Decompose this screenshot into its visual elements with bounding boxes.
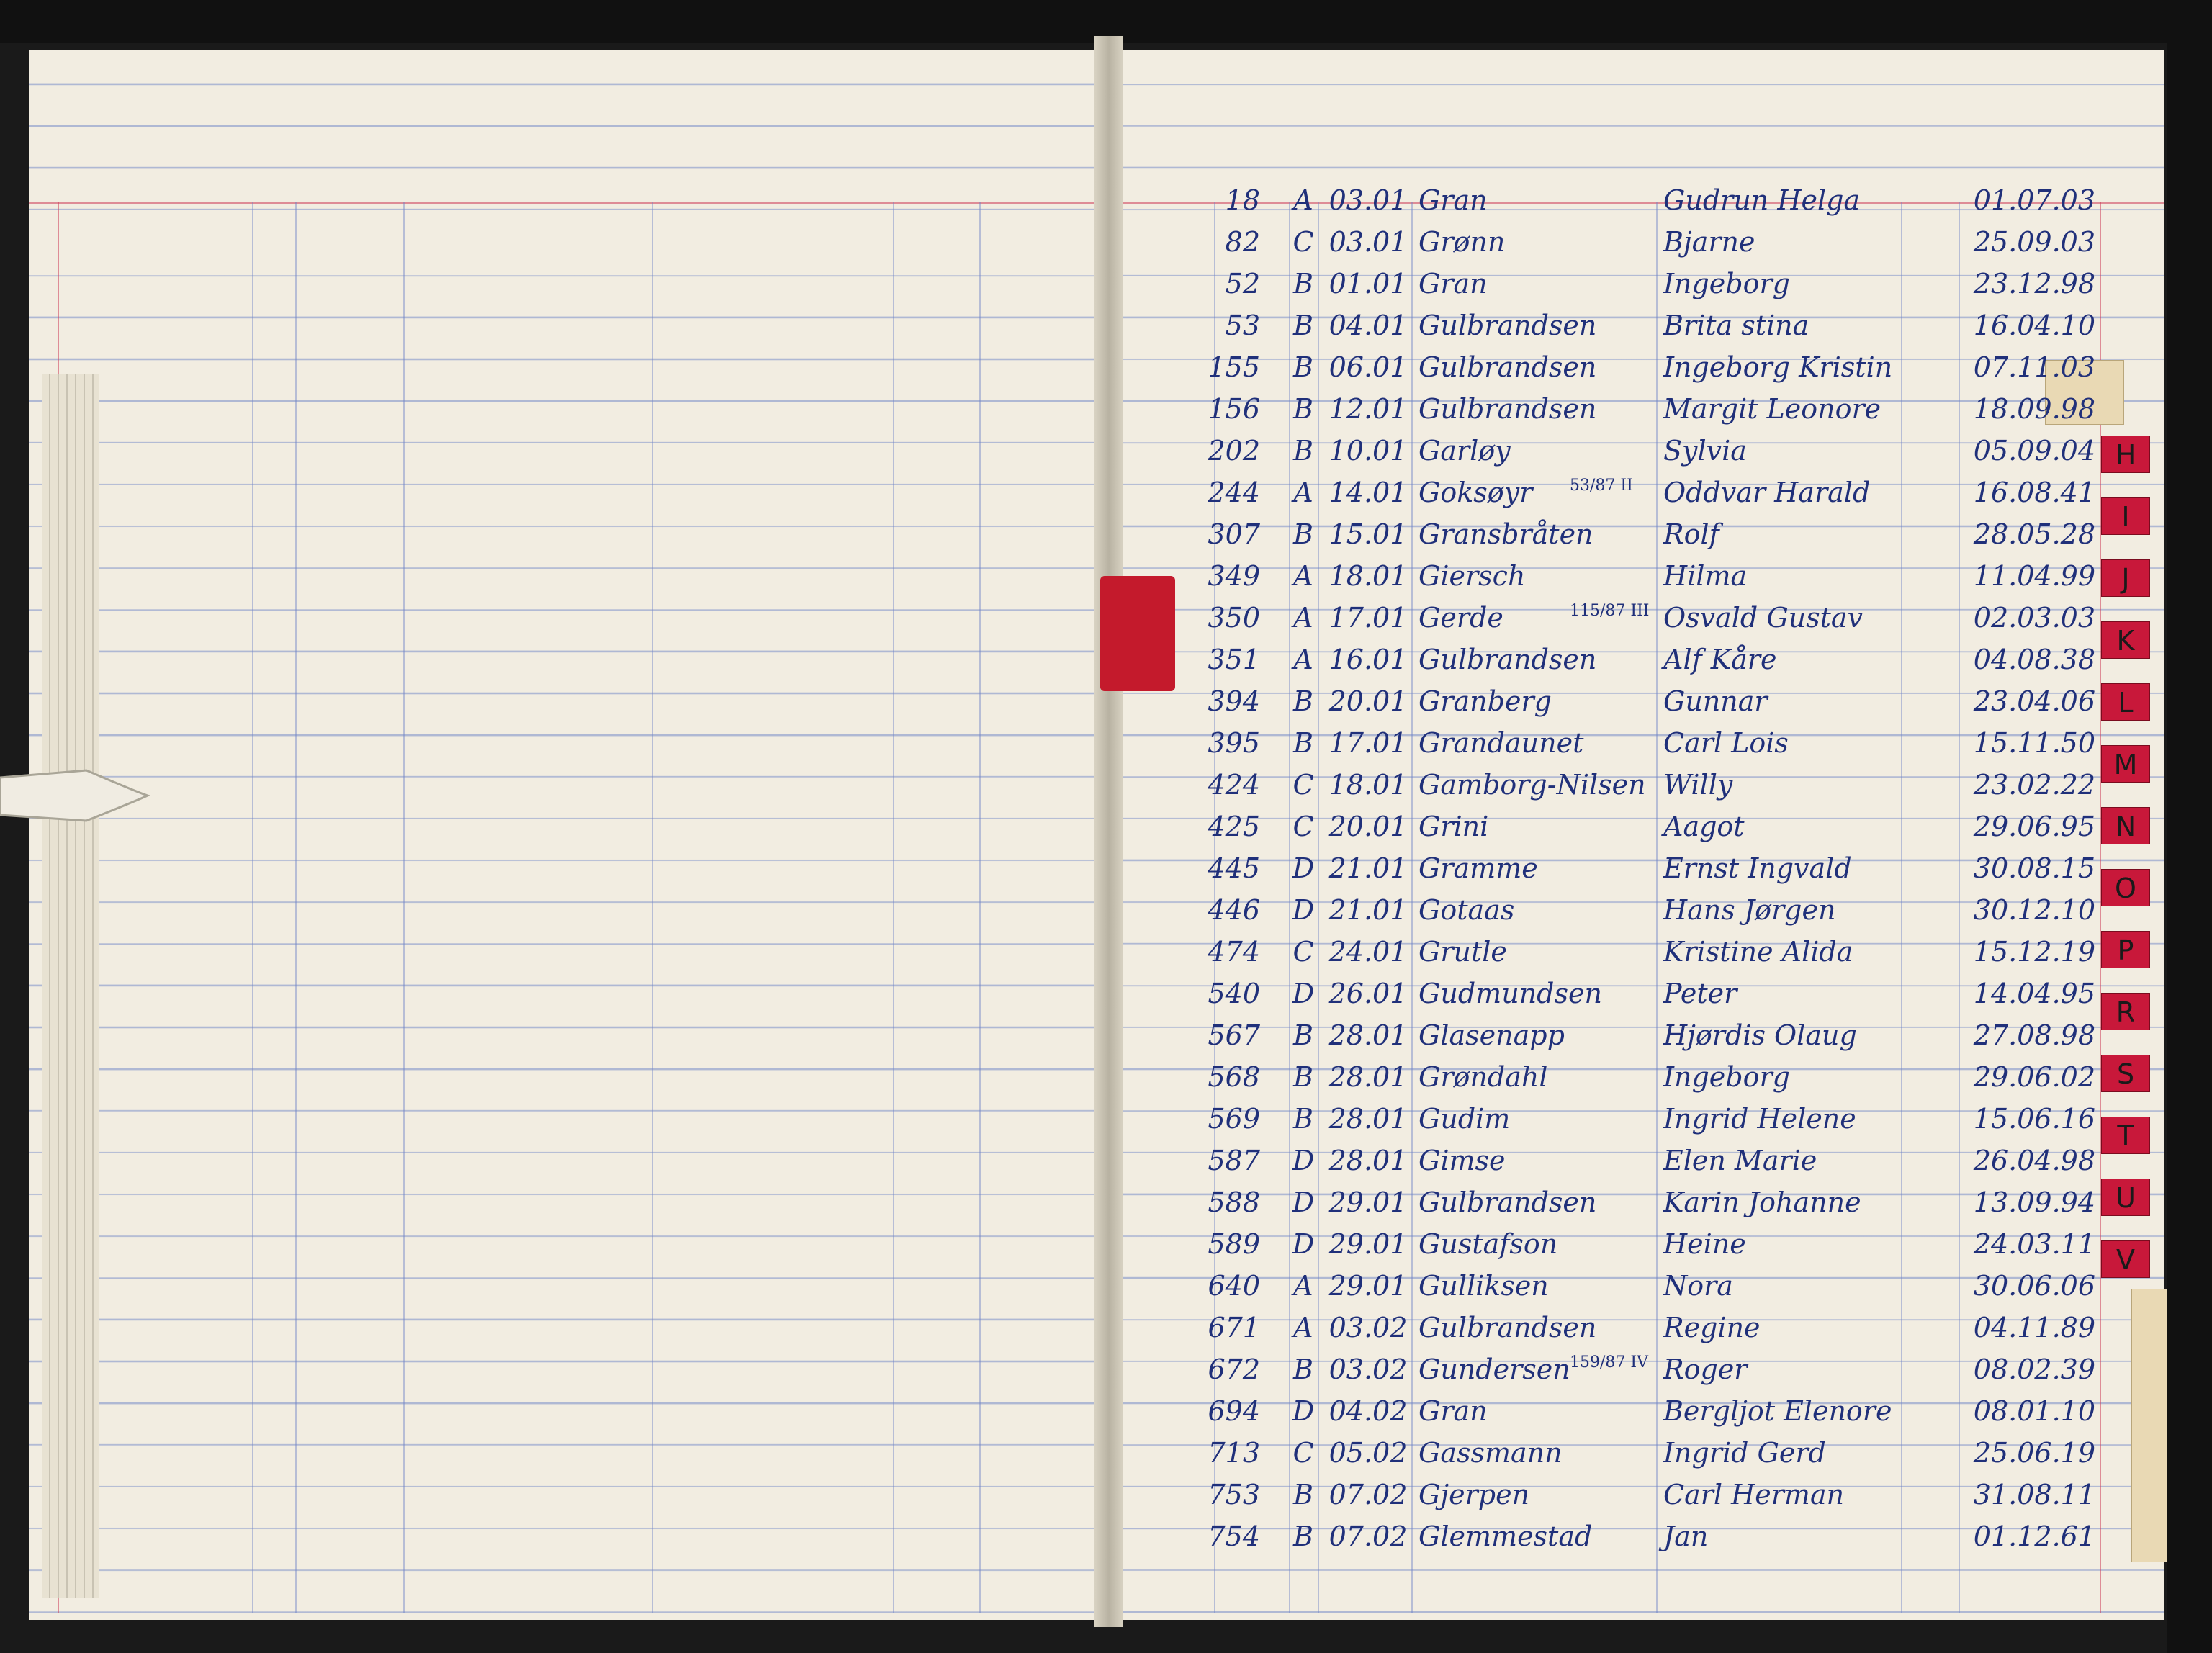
entry-group: C bbox=[1292, 769, 1314, 801]
entry-date: 17.01 bbox=[1328, 602, 1408, 634]
entry-reference: 53/87 II bbox=[1570, 477, 1633, 495]
entry-date: 06.01 bbox=[1328, 351, 1408, 383]
register-row bbox=[0, 390, 2212, 431]
entry-birth-date: 30.08.15 bbox=[1973, 852, 2095, 884]
index-tab[interactable]: N bbox=[2101, 807, 2150, 844]
entry-group: A bbox=[1293, 1312, 1313, 1343]
entry-surname: Glemmestad bbox=[1419, 1521, 1593, 1552]
entry-birth-date: 29.06.02 bbox=[1973, 1061, 2095, 1093]
entry-number: 588 bbox=[1208, 1186, 1260, 1218]
entry-group: B bbox=[1293, 518, 1313, 550]
register-row bbox=[0, 1518, 2212, 1558]
register-row bbox=[0, 265, 2212, 305]
entry-birth-date: 27.08.98 bbox=[1973, 1019, 2095, 1051]
entry-number: 589 bbox=[1208, 1228, 1260, 1260]
register-row bbox=[0, 223, 2212, 264]
entry-first-names: Brita stina bbox=[1663, 310, 1809, 341]
register-row bbox=[0, 1392, 2212, 1433]
entry-date: 05.02 bbox=[1328, 1437, 1408, 1469]
entry-group: A bbox=[1293, 560, 1313, 592]
entry-birth-date: 15.11.50 bbox=[1973, 727, 2095, 759]
entry-group: C bbox=[1292, 936, 1314, 968]
entry-number: 446 bbox=[1208, 894, 1260, 926]
entry-number: 694 bbox=[1208, 1395, 1260, 1427]
entry-surname: Gran bbox=[1419, 268, 1488, 299]
register-row bbox=[0, 683, 2212, 723]
entry-birth-date: 08.02.39 bbox=[1973, 1354, 2095, 1385]
entry-birth-date: 04.08.38 bbox=[1973, 644, 2095, 675]
entry-surname: Gustafson bbox=[1419, 1228, 1558, 1260]
entry-surname: Gulbrandsen bbox=[1419, 393, 1597, 425]
entry-first-names: Gunnar bbox=[1663, 685, 1768, 717]
entry-surname: Gramme bbox=[1419, 852, 1538, 884]
entry-group: D bbox=[1292, 1145, 1315, 1176]
entry-number: 395 bbox=[1208, 727, 1260, 759]
entry-number: 350 bbox=[1208, 602, 1260, 634]
entry-date: 20.01 bbox=[1328, 685, 1408, 717]
entry-surname: Gerde bbox=[1419, 602, 1503, 634]
register-row bbox=[0, 1309, 2212, 1349]
entry-birth-date: 23.04.06 bbox=[1973, 685, 2095, 717]
register-row bbox=[0, 891, 2212, 932]
entry-date: 28.01 bbox=[1328, 1103, 1408, 1135]
entry-group: B bbox=[1293, 310, 1313, 341]
register-row bbox=[0, 432, 2212, 472]
entry-date: 01.01 bbox=[1328, 268, 1408, 299]
entry-number: 52 bbox=[1225, 268, 1260, 299]
entry-date: 18.01 bbox=[1328, 769, 1408, 801]
entry-birth-date: 01.07.03 bbox=[1973, 184, 2095, 216]
entry-group: D bbox=[1292, 1395, 1315, 1427]
entry-date: 03.01 bbox=[1328, 226, 1408, 258]
entry-date: 04.01 bbox=[1328, 310, 1408, 341]
entry-first-names: Kristine Alida bbox=[1663, 936, 1853, 968]
entry-date: 29.01 bbox=[1328, 1228, 1408, 1260]
entry-number: 82 bbox=[1225, 226, 1260, 258]
entry-surname: Gudim bbox=[1419, 1103, 1511, 1135]
entry-group: A bbox=[1293, 602, 1313, 634]
entry-first-names: Ingrid Helene bbox=[1663, 1103, 1856, 1135]
entry-number: 155 bbox=[1208, 351, 1260, 383]
register-row bbox=[0, 474, 2212, 514]
entry-surname: Gudmundsen bbox=[1419, 978, 1602, 1009]
entry-date: 16.01 bbox=[1328, 644, 1408, 675]
entry-birth-date: 28.05.28 bbox=[1973, 518, 2095, 550]
entry-group: D bbox=[1292, 1228, 1315, 1260]
register-row bbox=[0, 181, 2212, 222]
entry-group: B bbox=[1293, 393, 1313, 425]
entry-surname: Giersch bbox=[1419, 560, 1526, 592]
register-row bbox=[0, 348, 2212, 389]
entry-birth-date: 16.04.10 bbox=[1973, 310, 2095, 341]
entry-group: B bbox=[1293, 1479, 1313, 1510]
entry-birth-date: 02.03.03 bbox=[1973, 602, 2095, 634]
entry-first-names: Ingrid Gerd bbox=[1663, 1437, 1826, 1469]
entry-first-names: Willy bbox=[1663, 769, 1733, 801]
register-row bbox=[0, 1476, 2212, 1516]
entry-birth-date: 15.12.19 bbox=[1973, 936, 2095, 968]
entry-date: 03.02 bbox=[1328, 1354, 1408, 1385]
entry-surname: Gjerpen bbox=[1419, 1479, 1530, 1510]
entry-group: A bbox=[1293, 184, 1313, 216]
entry-number: 567 bbox=[1208, 1019, 1260, 1051]
entry-date: 10.01 bbox=[1328, 435, 1408, 467]
entry-first-names: Alf Kåre bbox=[1663, 644, 1777, 675]
entry-first-names: Rolf bbox=[1663, 518, 1719, 550]
entry-number: 713 bbox=[1208, 1437, 1260, 1469]
register-row bbox=[0, 724, 2212, 765]
entry-birth-date: 29.06.95 bbox=[1973, 811, 2095, 842]
entry-surname: Grandaunet bbox=[1419, 727, 1584, 759]
entry-first-names: Heine bbox=[1663, 1228, 1746, 1260]
register-row bbox=[0, 1058, 2212, 1099]
register-row bbox=[0, 1017, 2212, 1057]
entry-birth-date: 30.06.06 bbox=[1973, 1270, 2095, 1302]
entry-group: B bbox=[1293, 685, 1313, 717]
entry-birth-date: 23.02.22 bbox=[1973, 769, 2095, 801]
entry-number: 53 bbox=[1225, 310, 1260, 341]
entry-date: 07.02 bbox=[1328, 1479, 1408, 1510]
entry-group: B bbox=[1293, 1103, 1313, 1135]
entry-date: 12.01 bbox=[1328, 393, 1408, 425]
entry-number: 540 bbox=[1208, 978, 1260, 1009]
entry-first-names: Nora bbox=[1663, 1270, 1733, 1302]
entry-group: B bbox=[1293, 727, 1313, 759]
entry-surname: Gotaas bbox=[1419, 894, 1515, 926]
register-row bbox=[0, 1184, 2212, 1224]
entry-group: D bbox=[1292, 1186, 1315, 1218]
entry-date: 29.01 bbox=[1328, 1186, 1408, 1218]
entry-first-names: Bjarne bbox=[1663, 226, 1755, 258]
entry-number: 351 bbox=[1208, 644, 1260, 675]
entry-surname: Gran bbox=[1419, 184, 1488, 216]
entry-number: 474 bbox=[1208, 936, 1260, 968]
entry-surname: Garløy bbox=[1419, 435, 1511, 467]
entry-surname: Gulbrandsen bbox=[1419, 310, 1597, 341]
entry-surname: Gulbrandsen bbox=[1419, 351, 1597, 383]
entry-group: B bbox=[1293, 1019, 1313, 1051]
entry-reference: 115/87 III bbox=[1570, 602, 1650, 620]
entry-number: 202 bbox=[1208, 435, 1260, 467]
entry-group: B bbox=[1293, 268, 1313, 299]
register-row bbox=[0, 599, 2212, 639]
entry-date: 17.01 bbox=[1328, 727, 1408, 759]
entry-surname: Gassmann bbox=[1419, 1437, 1563, 1469]
entry-birth-date: 24.03.11 bbox=[1973, 1228, 2095, 1260]
entry-surname: Gulliksen bbox=[1419, 1270, 1549, 1302]
entry-date: 03.01 bbox=[1328, 184, 1408, 216]
entry-date: 21.01 bbox=[1328, 852, 1408, 884]
entry-birth-date: 11.04.99 bbox=[1973, 560, 2095, 592]
entry-first-names: Sylvia bbox=[1663, 435, 1747, 467]
entry-group: B bbox=[1293, 351, 1313, 383]
entry-first-names: Margit Leonore bbox=[1663, 393, 1881, 425]
index-tab[interactable]: S bbox=[2101, 1055, 2150, 1092]
entry-first-names: Oddvar Harald bbox=[1663, 477, 1871, 508]
register-row bbox=[0, 850, 2212, 890]
entry-number: 587 bbox=[1208, 1145, 1260, 1176]
entry-number: 753 bbox=[1208, 1479, 1260, 1510]
register-row bbox=[0, 975, 2212, 1015]
entry-birth-date: 26.04.98 bbox=[1973, 1145, 2095, 1176]
register-row bbox=[0, 641, 2212, 681]
entry-surname: Goksøyr bbox=[1419, 477, 1533, 508]
entry-number: 568 bbox=[1208, 1061, 1260, 1093]
entry-date: 04.02 bbox=[1328, 1395, 1408, 1427]
entry-group: B bbox=[1293, 1521, 1313, 1552]
entry-first-names: Hilma bbox=[1663, 560, 1748, 592]
entry-number: 394 bbox=[1208, 685, 1260, 717]
entry-number: 349 bbox=[1208, 560, 1260, 592]
entry-group: B bbox=[1293, 1061, 1313, 1093]
entry-reference: 159/87 IV bbox=[1570, 1354, 1648, 1372]
entry-birth-date: 05.09.04 bbox=[1973, 435, 2095, 467]
entry-number: 244 bbox=[1208, 477, 1260, 508]
index-tab[interactable]: H bbox=[2101, 436, 2150, 473]
register-row bbox=[0, 1267, 2212, 1307]
index-tab[interactable]: I bbox=[2101, 497, 2150, 535]
entry-date: 18.01 bbox=[1328, 560, 1408, 592]
index-tab[interactable]: K bbox=[2101, 621, 2150, 659]
entry-surname: Grønn bbox=[1419, 226, 1506, 258]
entry-birth-date: 23.12.98 bbox=[1973, 268, 2095, 299]
entry-surname: Granberg bbox=[1419, 685, 1552, 717]
entry-date: 20.01 bbox=[1328, 811, 1408, 842]
entry-birth-date: 31.08.11 bbox=[1973, 1479, 2095, 1510]
entry-birth-date: 14.04.95 bbox=[1973, 978, 2095, 1009]
index-tab[interactable]: O bbox=[2101, 869, 2150, 906]
entry-number: 569 bbox=[1208, 1103, 1260, 1135]
entry-surname: Gamborg-Nilsen bbox=[1419, 769, 1646, 801]
entry-group: A bbox=[1293, 1270, 1313, 1302]
entry-birth-date: 07.11.03 bbox=[1973, 351, 2095, 383]
register-row bbox=[0, 515, 2212, 556]
entry-group: A bbox=[1293, 477, 1313, 508]
entry-birth-date: 08.01.10 bbox=[1973, 1395, 2095, 1427]
entry-group: D bbox=[1292, 894, 1315, 926]
entry-birth-date: 25.09.03 bbox=[1973, 226, 2095, 258]
entry-surname: Gransbråten bbox=[1419, 518, 1593, 550]
entry-number: 18 bbox=[1225, 184, 1260, 216]
entry-group: B bbox=[1293, 435, 1313, 467]
entry-first-names: Hans Jørgen bbox=[1663, 894, 1836, 926]
entry-surname: Gimse bbox=[1419, 1145, 1506, 1176]
entry-surname: Gundersen bbox=[1419, 1354, 1570, 1385]
entry-first-names: Hjørdis Olaug bbox=[1663, 1019, 1857, 1051]
entry-date: 26.01 bbox=[1328, 978, 1408, 1009]
entry-surname: Grini bbox=[1419, 811, 1489, 842]
register-row bbox=[0, 1434, 2212, 1474]
entry-surname: Gulbrandsen bbox=[1419, 1186, 1597, 1218]
index-tab[interactable]: U bbox=[2101, 1179, 2150, 1216]
register-row bbox=[0, 766, 2212, 806]
entry-first-names: Ernst Ingvald bbox=[1663, 852, 1852, 884]
entry-birth-date: 30.12.10 bbox=[1973, 894, 2095, 926]
entry-date: 28.01 bbox=[1328, 1145, 1408, 1176]
entry-group: D bbox=[1292, 978, 1315, 1009]
entry-first-names: Carl Herman bbox=[1663, 1479, 1845, 1510]
entry-first-names: Regine bbox=[1663, 1312, 1761, 1343]
entry-first-names: Roger bbox=[1663, 1354, 1748, 1385]
entry-birth-date: 13.09.94 bbox=[1973, 1186, 2095, 1218]
entry-surname: Gulbrandsen bbox=[1419, 1312, 1597, 1343]
entry-number: 445 bbox=[1208, 852, 1260, 884]
entry-first-names: Peter bbox=[1663, 978, 1737, 1009]
entry-first-names: Elen Marie bbox=[1663, 1145, 1817, 1176]
register-row bbox=[0, 933, 2212, 973]
index-tab[interactable]: T bbox=[2101, 1117, 2150, 1154]
entry-first-names: Jan bbox=[1663, 1521, 1709, 1552]
entry-first-names: Karin Johanne bbox=[1663, 1186, 1861, 1218]
entry-first-names: Ingeborg bbox=[1663, 268, 1790, 299]
entry-birth-date: 04.11.89 bbox=[1973, 1312, 2095, 1343]
entry-number: 307 bbox=[1208, 518, 1260, 550]
entry-first-names: Ingeborg Kristin bbox=[1663, 351, 1893, 383]
register-row bbox=[0, 307, 2212, 347]
entry-group: A bbox=[1293, 644, 1313, 675]
entry-birth-date: 18.09.98 bbox=[1973, 393, 2095, 425]
index-tab[interactable]: J bbox=[2101, 559, 2150, 597]
entry-number: 672 bbox=[1208, 1354, 1260, 1385]
entry-surname: Gran bbox=[1419, 1395, 1488, 1427]
entry-date: 28.01 bbox=[1328, 1019, 1408, 1051]
entry-group: C bbox=[1292, 811, 1314, 842]
entry-birth-date: 16.08.41 bbox=[1973, 477, 2095, 508]
entry-birth-date: 15.06.16 bbox=[1973, 1103, 2095, 1135]
entry-number: 754 bbox=[1208, 1521, 1260, 1552]
entry-number: 671 bbox=[1208, 1312, 1260, 1343]
entry-date: 28.01 bbox=[1328, 1061, 1408, 1093]
entry-date: 07.02 bbox=[1328, 1521, 1408, 1552]
entry-date: 29.01 bbox=[1328, 1270, 1408, 1302]
entry-birth-date: 01.12.61 bbox=[1973, 1521, 2095, 1552]
register-row bbox=[0, 1351, 2212, 1391]
index-tab[interactable]: P bbox=[2101, 931, 2150, 968]
register-row bbox=[0, 557, 2212, 598]
entry-date: 24.01 bbox=[1328, 936, 1408, 968]
register-row bbox=[0, 808, 2212, 848]
entry-date: 15.01 bbox=[1328, 518, 1408, 550]
entry-surname: Glasenapp bbox=[1419, 1019, 1565, 1051]
index-tab[interactable]: L bbox=[2101, 683, 2150, 721]
entry-number: 424 bbox=[1208, 769, 1260, 801]
entry-first-names: Gudrun Helga bbox=[1663, 184, 1861, 216]
entry-group: B bbox=[1293, 1354, 1313, 1385]
entry-number: 640 bbox=[1208, 1270, 1260, 1302]
entry-first-names: Carl Lois bbox=[1663, 727, 1789, 759]
index-tab[interactable]: V bbox=[2101, 1240, 2150, 1278]
index-tab[interactable]: R bbox=[2101, 993, 2150, 1030]
entry-first-names: Ingeborg bbox=[1663, 1061, 1790, 1093]
entry-number: 425 bbox=[1208, 811, 1260, 842]
entry-group: C bbox=[1292, 1437, 1314, 1469]
entry-date: 14.01 bbox=[1328, 477, 1408, 508]
entry-surname: Grøndahl bbox=[1419, 1061, 1548, 1093]
register-row bbox=[0, 1142, 2212, 1182]
register-row bbox=[0, 1225, 2212, 1266]
index-tab[interactable]: M bbox=[2101, 745, 2150, 783]
entry-surname: Gulbrandsen bbox=[1419, 644, 1597, 675]
entry-number: 156 bbox=[1208, 393, 1260, 425]
entry-group: C bbox=[1292, 226, 1314, 258]
entry-birth-date: 25.06.19 bbox=[1973, 1437, 2095, 1469]
entry-first-names: Osvald Gustav bbox=[1663, 602, 1863, 634]
entry-date: 21.01 bbox=[1328, 894, 1408, 926]
entry-first-names: Bergljot Elenore bbox=[1663, 1395, 1892, 1427]
entry-first-names: Aagot bbox=[1663, 811, 1745, 842]
entry-surname: Grutle bbox=[1419, 936, 1507, 968]
entry-group: D bbox=[1292, 852, 1315, 884]
entry-date: 03.02 bbox=[1328, 1312, 1408, 1343]
register-row bbox=[0, 1100, 2212, 1140]
